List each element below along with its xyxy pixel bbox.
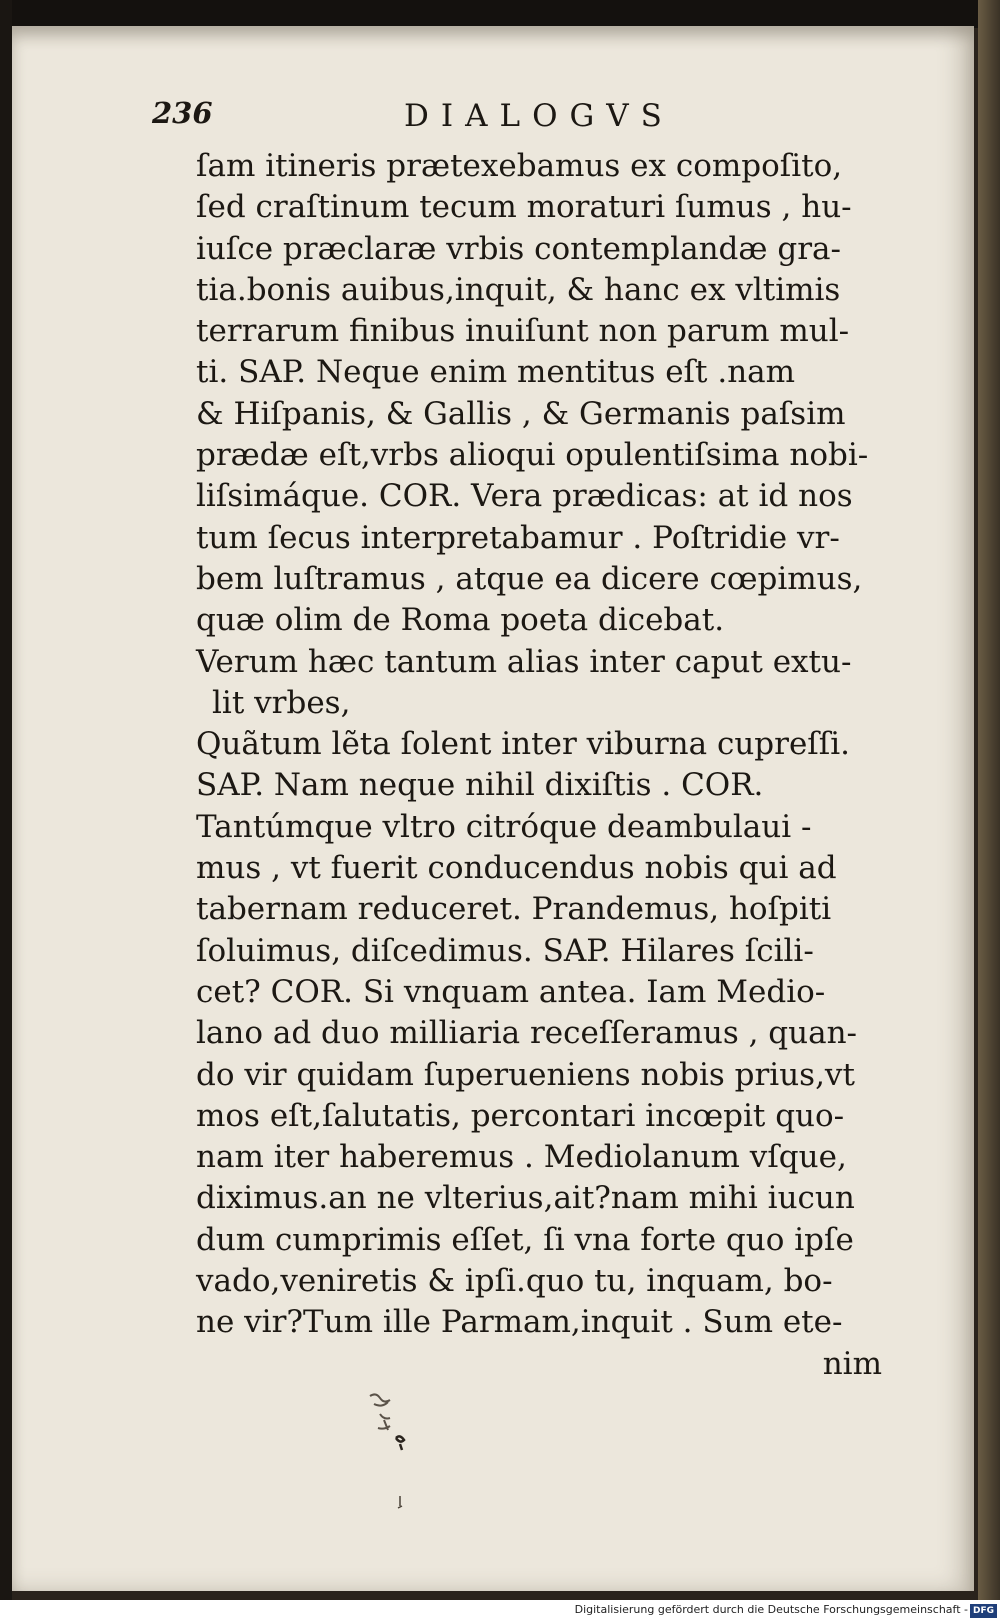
verse-line: Quãtum lẽta ſolent inter viburna cupreſſi. — [196, 726, 851, 763]
text-line: ſoluimus, diſcedimus. SAP. Hilares ſcili- — [196, 932, 814, 969]
text-line: ne vir?Tum ille Parmam,inquit . Sum ete- — [196, 1304, 843, 1341]
ornament-marks — [360, 1388, 420, 1588]
text-line: cet? COR. Si vnquam antea. Iam Medio- — [196, 973, 826, 1010]
text-line: Tantúmque vltro citróque deambulaui - — [196, 808, 812, 845]
text-line: iuſce præclaræ vrbis contemplandæ gra- — [196, 230, 841, 267]
text-line: tia.bonis auibus,inquit, & hanc ex vltimis — [196, 271, 841, 308]
book-edge-left — [0, 0, 12, 1600]
book-edge-top — [0, 0, 1000, 28]
running-title: DIALOGVS — [404, 98, 674, 134]
text-line: mos eſt,ſalutatis, percontari incœpit quo- — [196, 1097, 845, 1134]
dfg-logo: DFG — [970, 1604, 997, 1618]
text-line: & Hiſpanis, & Gallis , & Germanis paſsim — [196, 395, 846, 432]
text-line: liſsimáque. COR. Vera prædicas: at id nos — [196, 478, 853, 515]
text-line: prædæ eſt,vrbs alioqui opulentiſsima nobi- — [196, 437, 869, 474]
text-line: nam iter haberemus . Mediolanum vſque, — [196, 1139, 847, 1176]
text-line: tum ſecus interpretabamur . Poſtridie vr- — [196, 519, 840, 556]
text-line: ſam itineris prætexebamus ex compoſito, — [196, 148, 843, 184]
page-number: 236 — [152, 96, 213, 130]
page-header — [152, 96, 712, 142]
text-line: ti. SAP. Neque enim mentitus eſt .nam — [196, 354, 796, 391]
body-text — [196, 146, 896, 1385]
text-line: diximus.an ne vlterius,ait?nam mihi iucun — [196, 1180, 855, 1217]
book-edge-right — [978, 0, 1000, 1600]
text-line: bem luſtramus , atque ea dicere cœpimus, — [196, 560, 863, 597]
text-line: dum cumprimis eſſet, ſi vna forte quo ipſe — [196, 1221, 854, 1258]
verse-line: lit vrbes, — [212, 684, 351, 721]
text-line: SAP. Nam neque nihil dixiſtis . COR. — [196, 767, 764, 804]
text-line: terrarum finibus inuiſunt non parum mul- — [196, 313, 850, 350]
verse-line: Verum hæc tantum alias inter caput extu- — [196, 643, 852, 680]
text-line: tabernam reduceret. Prandemus, hoſpiti — [196, 891, 832, 928]
text-line: ſed craſtinum tecum moraturi ſumus , hu- — [196, 189, 852, 226]
text-line: lano ad duo milliaria receſſeramus , quan- — [196, 1015, 858, 1052]
text-line: quæ olim de Roma poeta dicebat. — [196, 602, 725, 639]
digitization-credit: Digitalisierung gefördert durch die Deutsche Forschungsgemeinschaft - — [574, 1603, 968, 1616]
text-line: vado,veniretis & ipſi.quo tu, inquam, bo- — [196, 1263, 833, 1300]
catchword: nim — [822, 1345, 882, 1382]
text-line: mus , vt fuerit conducendus nobis qui ad — [196, 850, 837, 887]
text-line: do vir quidam ſuperueniens nobis prius,vt — [196, 1056, 855, 1093]
